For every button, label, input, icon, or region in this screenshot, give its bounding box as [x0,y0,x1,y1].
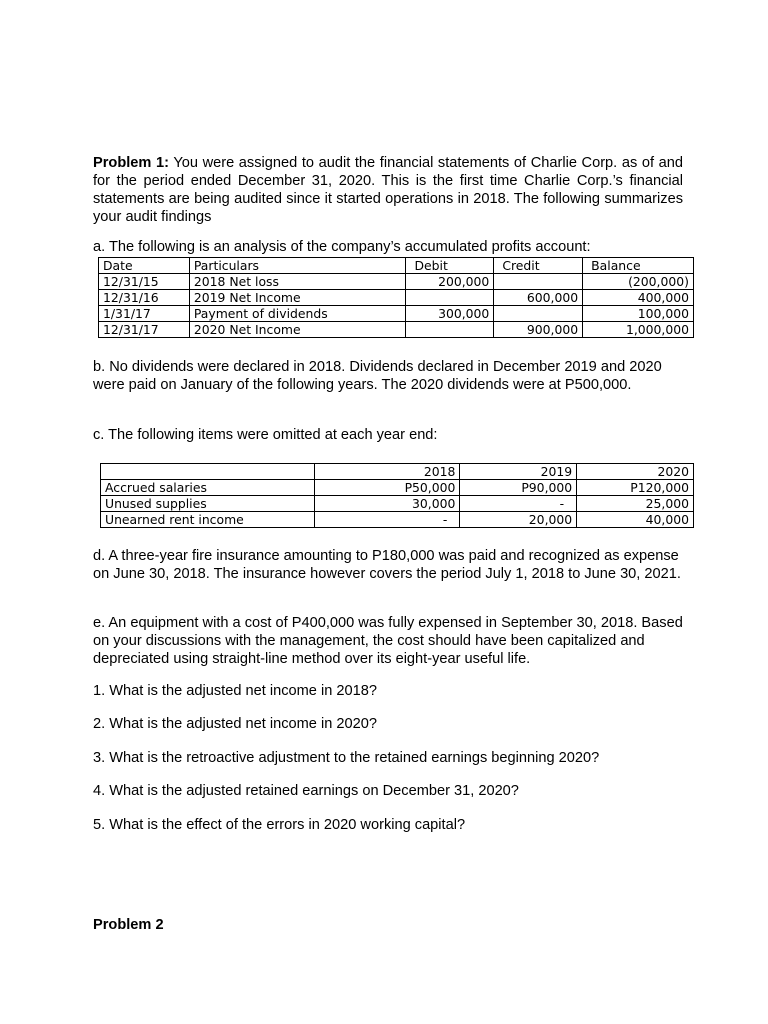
cell-debit: 200,000 [406,274,494,290]
cell-balance: 1,000,000 [583,322,694,338]
cell-2020: 25,000 [577,496,694,512]
omitted-items-table [100,463,694,528]
cell-balance: (200,000) [583,274,694,290]
item-a-text: a. The following is an analysis of the company’s accumulated profits account: [93,239,591,255]
header-2019: 2019 [460,464,577,480]
question-1: 1. What is the adjusted net income in 2018? [93,683,377,699]
cell-balance: 100,000 [583,306,694,322]
header-2018: 2018 [314,464,460,480]
cell-particulars: 2018 Net loss [189,274,406,290]
cell-credit: 600,000 [494,290,583,306]
cell-item: Unearned rent income [101,512,315,528]
problem1-intro-text: You were assigned to audit the financial statements of Charlie Corp. as of and for the period ended December 31, 2020. This is the first time Charlie Corp.’s financial statements are being audited since it started operations in 2018. The following summarizes your audit findings [93,155,683,225]
cell-item: Accrued salaries [101,480,315,496]
cell-particulars: 2020 Net Income [189,322,406,338]
cell-2018: P50,000 [314,480,460,496]
table-row [99,322,694,338]
cell-credit [494,306,583,322]
table-row [99,306,694,322]
cell-particulars: 2019 Net Income [189,290,406,306]
table-row [99,290,694,306]
table-row [101,480,694,496]
problem1-intro [93,154,683,226]
header-credit: Credit [494,258,583,274]
header-balance: Balance [583,258,694,274]
header-debit: Debit [406,258,494,274]
cell-particulars: Payment of dividends [189,306,406,322]
question-4: 4. What is the adjusted retained earnings on December 31, 2020? [93,783,519,799]
cell-2020: P120,000 [577,480,694,496]
item-d-text: d. A three-year fire insurance amounting to P180,000 was paid and recognized as expense on June 30, 2018. The insurance however covers the period July 1, 2018 to June 30, 2021. [93,548,681,582]
cell-debit [406,322,494,338]
cell-2019: - [460,496,577,512]
cell-item: Unused supplies [101,496,315,512]
question-5: 5. What is the effect of the errors in 2020 working capital? [93,817,466,833]
cell-credit: 900,000 [494,322,583,338]
table-header-row [101,464,694,480]
header-date: Date [99,258,190,274]
item-e-text: e. An equipment with a cost of P400,000 was fully expensed in September 30, 2018. Based on your discussions with the management, the cost should have been capitalized and depreciated using straight-line method over its eight-year useful life. [93,615,683,667]
header-particulars: Particulars [189,258,406,274]
table-row [101,512,694,528]
item-b-text: b. No dividends were declared in 2018. Dividends declared in December 2019 and 2020 were paid on January of the following years. The 2020 dividends were at P500,000. [93,359,662,393]
cell-2019: 20,000 [460,512,577,528]
cell-date: 12/31/15 [99,274,190,290]
cell-2018: 30,000 [314,496,460,512]
header-item [101,464,315,480]
cell-2020: 40,000 [577,512,694,528]
cell-balance: 400,000 [583,290,694,306]
cell-debit: 300,000 [406,306,494,322]
scan-artifact-line [100,457,690,461]
cell-2019: P90,000 [460,480,577,496]
question-2: 2. What is the adjusted net income in 2020? [93,716,377,732]
problem2-heading-text: Problem 2 [93,917,164,933]
cell-date: 12/31/16 [99,290,190,306]
header-2020: 2020 [577,464,694,480]
problem1-heading: Problem 1: [93,155,169,171]
accumulated-profits-table [98,257,694,338]
item-c-text: c. The following items were omitted at each year end: [93,427,438,443]
problem2-heading [93,916,683,934]
cell-2018: - [314,512,460,528]
cell-date: 1/31/17 [99,306,190,322]
cell-date: 12/31/17 [99,322,190,338]
table-row [99,274,694,290]
cell-debit [406,290,494,306]
table-header-row [99,258,694,274]
cell-credit [494,274,583,290]
table-row [101,496,694,512]
question-3: 3. What is the retroactive adjustment to the retained earnings beginning 2020? [93,750,600,766]
